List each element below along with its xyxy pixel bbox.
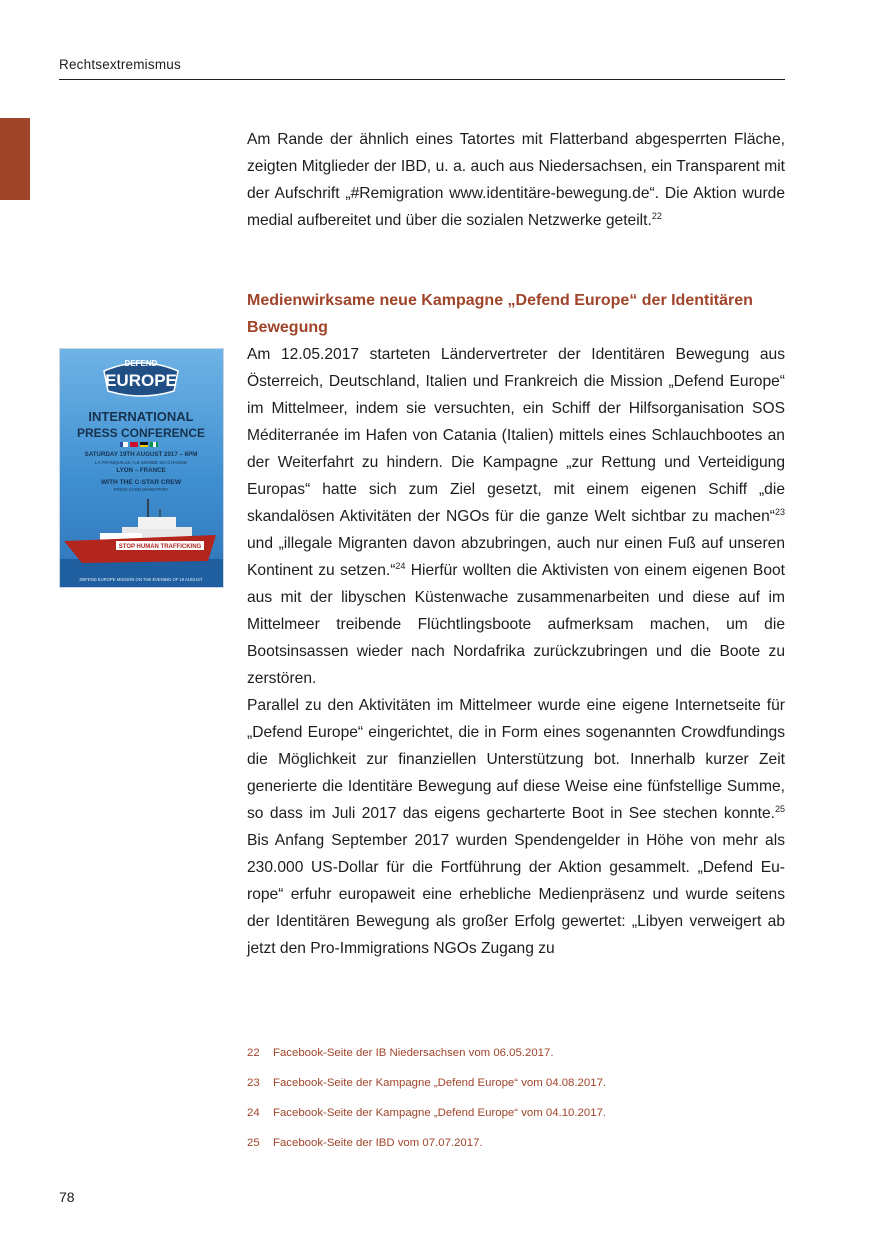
section-heading: Medienwirksame neue Kampagne „Defend Europe“ der Identitären Bewegung [247, 292, 753, 336]
footnote-ref-23[interactable]: 23 [774, 506, 785, 517]
paragraph-2-text-c: Hierfür wollten die Aktivisten von einem eigenen Boot aus mit der libyschen Küstenwache zusammenarbeiten und diese auf im Mittelmeer treibende Flüchtlingsboote aufmerksam machen, um die Bootsinsassen wieder nach Nordafrika zurückzubringen und die Boote zu zerstören. [247, 562, 785, 687]
logo-top-text: DEFEND [124, 359, 158, 368]
footnote-ref-25[interactable]: 25 [774, 803, 785, 814]
footnote-text: Facebook-Seite der IBD vom 07.07.2017. [273, 1137, 483, 1149]
chapter-tab [0, 118, 30, 200]
footnote-23 [247, 1074, 785, 1104]
running-header: Rechtsextremismus [59, 57, 181, 72]
poster-venue: LA FRANQUILLE / LE MONDE DU CHANGE [94, 460, 188, 465]
footnote-number: 22 [247, 1047, 260, 1059]
footnote-text: Facebook-Seite der Kampagne „Defend Europe“ vom 04.10.2017. [273, 1107, 607, 1119]
poster-title-line1: INTERNATIONAL [88, 409, 194, 424]
header-rule [59, 79, 785, 80]
footnotes [247, 1044, 785, 1164]
poster-crew-sub: PRESS CARD MANDATORY [113, 487, 169, 492]
paragraph-2 [247, 341, 785, 692]
footnote-text: Facebook-Seite der IB Niedersachsen vom 06.05.2017. [273, 1047, 554, 1059]
footnote-number: 25 [247, 1137, 260, 1149]
ship-banner: STOP HUMAN TRAFFICKING [118, 544, 202, 550]
poster-title-line2: PRESS CONFERENCE [76, 426, 206, 440]
footnote-24 [247, 1104, 785, 1134]
page-number: 78 [59, 1189, 75, 1205]
paragraph-3-text-b: Bis Anfang September 2017 wurden Spendengelder in Höhe von mehr als 230.000 US-Dollar für die Fortführung der Aktion gesammelt. „Defend Europe“ erfuhr europaweit eine erhebliche Medienpräsenz und wurde seitens der Identitären Bewegung als großer Erfolg gewertet: „Libyen verweigert ab jetzt den Pro-Immigrations NGOs Zugang zu [247, 832, 785, 957]
paragraph-2-text-a: Am 12.05.2017 starteten Ländervertreter der Identitären Bewegung aus Österreich, Deutschland, Italien und Frankreich die Mission „Defend Europe“ im Mittelmeer, indem sie versuchten, ein Schiff der Hilfsorganisation SOS Méditerranée im Hafen von Catania (Italien) mittels eines Schlauchbootes an der Weiterfahrt zu hindern. Die Kampagne „zur Rettung und Verteidigung Europas“ hatte sich zum Ziel gesetzt, mit einem eigenen Schiff „die skandalösen Aktivitäten der NGOs für die ganze Welt sichtbar zu machen“ [247, 346, 785, 525]
paragraph-1-text: Am Rande der ähnlich eines Tatortes mit Flatterband abgesperrten Fläche, zeigten Mitglieder der IBD, u. a. auch aus Niedersachsen, ein Transparent mit der Aufschrift „#Remigration www.identitäre-bewegung.de“. Die Aktion wurde medial aufbereitet und über die sozialen Netzwerke geteilt. [247, 131, 785, 229]
footnote-22 [247, 1044, 785, 1074]
poster-image [60, 349, 223, 587]
footnote-ref-24[interactable]: 24 [395, 560, 406, 571]
paragraph-3-text-a: Parallel zu den Aktivitäten im Mittelmeer wurde eine eigene Internetseite für „Defend Europe“ eingerichtet, die in Form eines sogenannten Crowdfundings die Möglichkeit zur finanziellen Unterstützung bot. Innerhalb kurzer Zeit generierte die Identitäre Bewegung auf diese Weise eine fünfstellige Summe, so dass im Juli 2017 das eigens gecharterte Boot in See stechen konnte. [247, 697, 785, 822]
footnote-25 [247, 1134, 785, 1164]
paragraph-1 [247, 126, 785, 234]
footnote-ref-22[interactable]: 22 [651, 210, 662, 221]
poster-crew: WITH THE C-STAR CREW [100, 479, 182, 486]
logo-main-text: EUROPE [105, 371, 177, 390]
poster-city: LYON – FRANCE [116, 467, 166, 474]
press-conference-poster [59, 348, 224, 588]
footnote-text: Facebook-Seite der Kampagne „Defend Europe“ vom 04.08.2017. [273, 1077, 607, 1089]
footnote-number: 23 [247, 1077, 260, 1089]
footnote-number: 24 [247, 1107, 260, 1119]
main-text [247, 341, 785, 962]
poster-bottom-text: DEFEND EUROPE MISSION ON THE EVENING OF 19 AUGUST [79, 577, 203, 582]
paragraph-3 [247, 692, 785, 962]
paragraph-2-text-b: und „illegale Migranten davon abzubringen, auch nur einen Fuß auf unseren Kontinent zu setzen.“ [247, 535, 785, 579]
poster-date: SATURDAY 19TH AUGUST 2017 – 6PM [84, 451, 198, 458]
